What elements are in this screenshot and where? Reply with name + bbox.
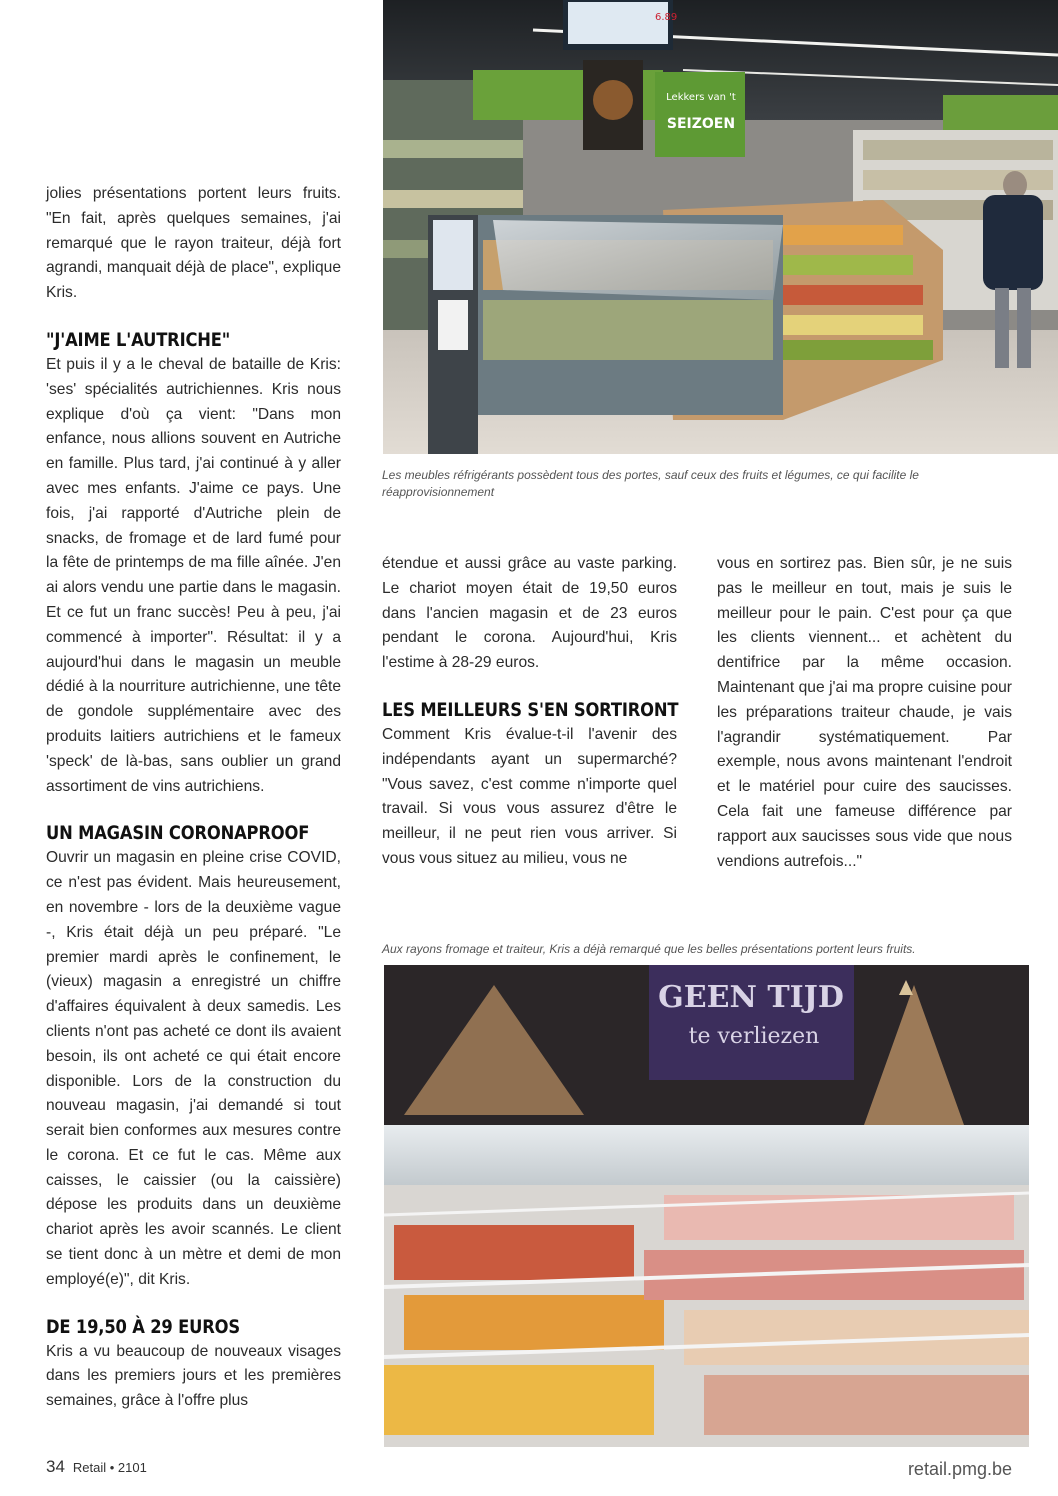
screen-price: 6.89 [655,12,678,23]
page-number: 34 [46,1457,65,1476]
article-column-2 [382,552,677,872]
banner-text: te verliezen [688,1024,820,1049]
sign-text: SEIZOEN [666,116,736,132]
section-heading: DE 19,50 À 29 EUROS [46,1315,240,1338]
sign-text: Lekkers van 't [666,92,736,103]
paragraph: Kris a vu beaucoup de nouveaux visages dans les premiers jours et les premières semaines, grâce à l'offre plus [46,1342,341,1410]
photo-caption: Aux rayons fromage et traiteur, Kris a déjà remarqué que les belles présentations portent leurs fruits. [382,942,916,956]
publication-name: Retail • 2101 [72,1460,147,1475]
website-link[interactable]: retail.pmg.be [907,1459,1012,1479]
paragraph: Et puis il y a le cheval de bataille de Kris: 'ses' spécialités autrichiennes. Kris nous explique d'où ça vient: "Dans mon enfance, nous allions souvent en Autriche en famille. Plus tard, j'ai continué à y aller avec mes enfants. J'aime ce pays. Une fois, j'ai rapporté d'Autriche plein de snacks, de fromage et de lard fumé pour la fête de printemps de ma fille aînée. J'en ai alors vendu une partie dans le magasin. Et ce fut un franc succès! Peu à peu, j'ai commencé à importer". Résultat: il y a aujourd'hui dans le magasin un meuble dédié à la nourriture autrichienne, une tête de gondole supplémentaire avec des produits laitiers autrichiens et le fameux 'speck' de là-bas, sans oublier un grand assortiment de vins autrichiens. [46,355,341,795]
paragraph: étendue et aussi grâce au vaste parking. Le chariot moyen était de 19,50 euros dans l'ancien magasin et de 23 euros pendant le corona. Aujourd'hui, Kris l'estime à 28-29 euros. [382,555,677,672]
section-heading: LES MEILLEURS S'EN SORTIRONT [382,698,679,721]
footer-publication [46,1457,147,1477]
banner-text: GEEN TIJD [658,980,844,1015]
paragraph: Ouvrir un magasin en pleine crise COVID, ce n'est pas évident. Mais heureusement, en novembre - lors de la deuxième vague -, Kris était déjà un peu préparé. "Le premier mardi après le confinement, le (vieux) magasin a enregistré un chiffre d'affaires équivalent à deux samedis. Les clients n'ont pas acheté ce dont ils avaient besoin, ils ont acheté ce qui était encore disponible. Lors de la construction du nouveau magasin, j'ai demandé si tout serait bien conformes aux mesures contre le corona. Et ce fut le cas. Même aux caisses, le caissier (ou la caissière) dépose les produits dans un deuxième chariot après les avoir scannés. Le client se tient donc à un mètre et demi de mon employé(e)", dit Kris. [46,849,341,1288]
section-heading: UN MAGASIN CORONAPROOF [46,822,310,845]
photo-supermarket-produce [383,0,1058,454]
section-heading: "J'AIME L'AUTRICHE" [46,328,231,351]
photo-caption: Les meubles réfrigérants possèdent tous des portes, sauf ceux des fruits et légumes, ce qui facilite le réapprovisionnement [382,468,919,499]
paragraph: Comment Kris évalue-t-il l'avenir des indépendants ayant un supermarché? "Vous savez, c'est comme n'importe quel travail. Si vous vous assurez d'être le meilleur, il ne peut rien vous arriver. Si vous vous situez au milieu, vous ne [382,725,677,867]
photo-deli-counter [384,965,1029,1447]
article-column-3 [717,552,1012,874]
paragraph: jolies présentations portent leurs fruits. "En fait, après quelques semaines, j'ai remarqué que le rayon traiteur, déjà fort agrandi, manquait déjà de place", explique Kris. [46,185,341,302]
paragraph: vous en sortirez pas. Bien sûr, je ne suis pas le meilleur en tout, mais je suis le meilleur pour le pain. C'est pour ça que les clients viennent... et achètent du dentifrice par la même occasion. Maintenant que j'ai ma propre cuisine pour les préparations traiteur chaude, je vais l'agrandir systématiquement. Par exemple, nous avons maintenant l'endroit et le matériel pour cuire des saucisses. Cela fait une fameuse différence par rapport aux saucisses sous vide que nous vendions autrefois..." [717,555,1012,870]
article-column-1 [46,182,341,1414]
